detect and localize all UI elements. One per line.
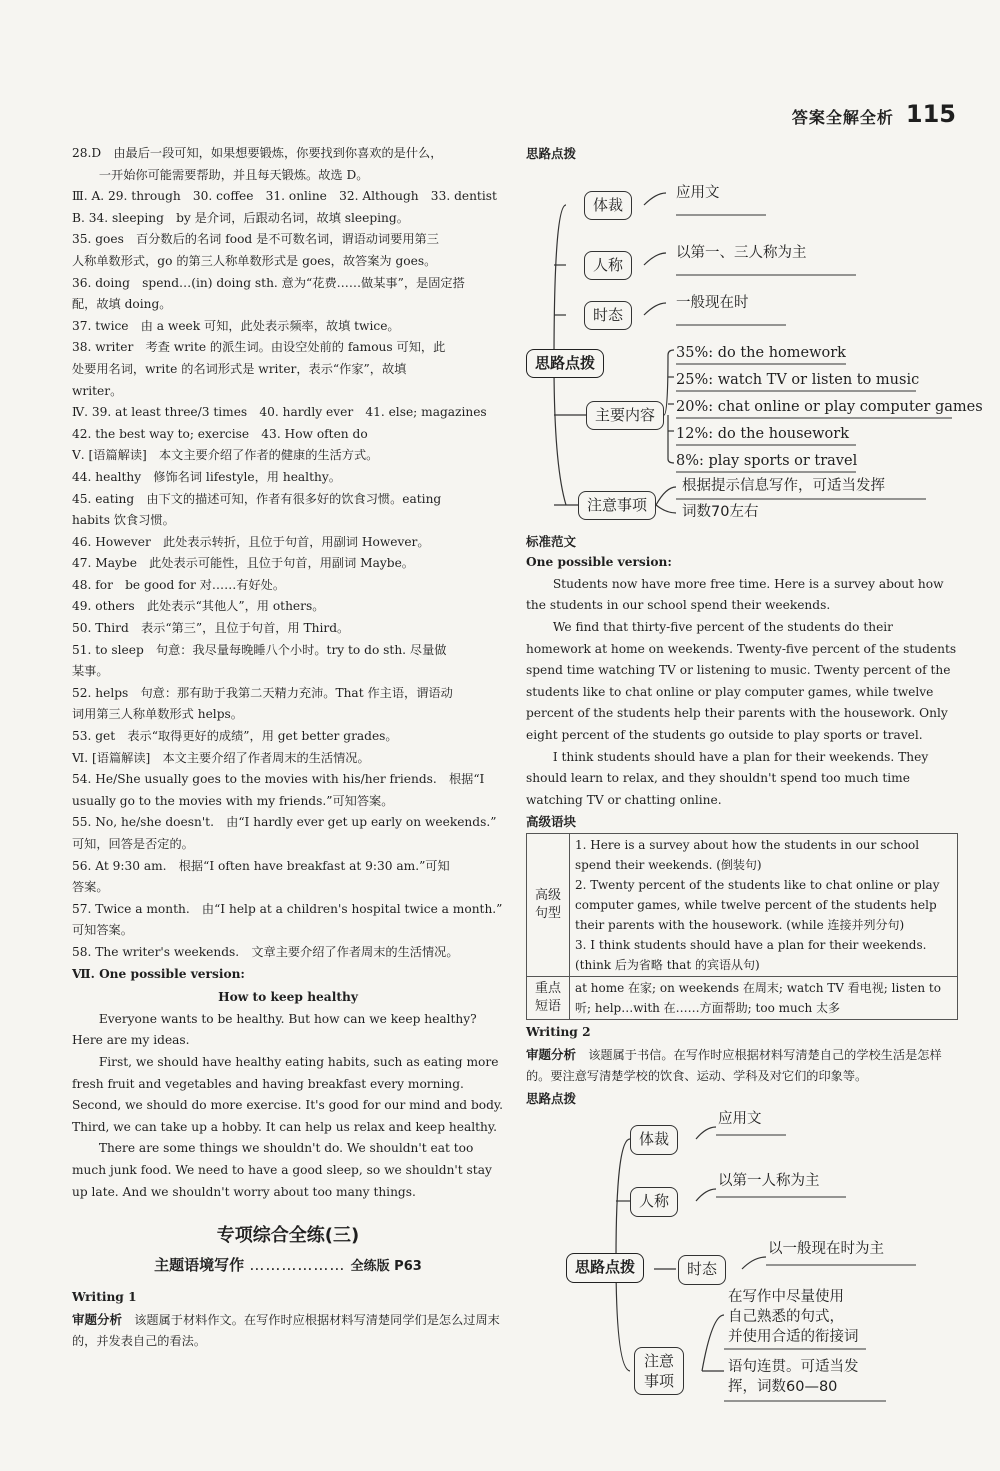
answer-line: 38. writer 考查 write 的派生词。由设空处前的 famous 可知，此 (72, 340, 446, 355)
model-label: 标准范文 (526, 533, 577, 549)
left-column (72, 143, 504, 1353)
mindmap-1-leaf-tense: 一般现在时 (676, 294, 749, 311)
answer-line: Ⅶ. One possible version: (72, 966, 245, 981)
answer-line: 可知答案。 (72, 923, 133, 938)
mindmap-1-leaf-content: 25%: watch TV or listen to music (676, 371, 920, 388)
answer-line: 处要用名词，write 的名词形式是 writer，表示“作家”，故填 (72, 361, 407, 376)
answer-line: writer。 (72, 383, 123, 398)
mindmap-2-leaf-line: 语句连贯。可适当发 (728, 1359, 859, 1376)
mindmap-1-leaf-notes: 根据提示信息写作，可适当发挥 (682, 477, 885, 494)
answer-line: 词用第三人称单数形式 helps。 (72, 707, 243, 722)
answer-list (72, 143, 504, 985)
mindmap-2-leaf-genre: 应用文 (718, 1111, 762, 1128)
answer-line: 42. the best way to; exercise 43. How often do (72, 426, 368, 441)
table-row (527, 833, 958, 976)
table-cell-line: 1. Here is a survey about how the students in our school spend their weekends. (倒装句) (575, 837, 920, 872)
page-number: 115 (905, 100, 956, 128)
table-cell: at home 在家; on weekends 在周末; watch TV 看电视; listen to 听; help…with 在……方面帮助; too much 太多 (570, 976, 958, 1019)
thinking-label: 思路点拨 (526, 146, 577, 161)
answer-line: 53. get 表示“取得更好的成绩”，用 get better grades。 (72, 729, 398, 744)
version-label: One possible version: (526, 555, 672, 570)
answer-line: 36. doing spend…(in) doing sth. 意为“花费……做某事”，是固定搭 (72, 275, 465, 290)
sub-title-dots: ……………… (249, 1255, 346, 1274)
mindmap-2-branch-person: 人称 (630, 1187, 678, 1217)
mindmap-1-leaf-person: 以第一、三人称为主 (676, 244, 807, 261)
answer-line: habits 饮食习惯。 (72, 513, 175, 528)
mindmap-1-leaf-content: 20%: chat online or play computer games (676, 398, 983, 415)
answer-line: 49. others 此处表示“其他人”，用 others。 (72, 599, 325, 614)
analysis-label: 审题分析 (526, 1046, 577, 1062)
mindmap-1-branch-person: 人称 (584, 251, 632, 281)
answer-line: Ⅲ. A. 29. through 30. coffee 31. online 32. Although 33. dentist (72, 189, 497, 204)
answer-line: 52. helps 句意：那有助于我第二天精力充沛。That 作主语，谓语动 (72, 685, 453, 700)
answer-line: 某事。 (72, 664, 109, 679)
answer-line: 45. eating 由下文的描述可知，作者有很多好的饮食习惯。eating (72, 491, 442, 506)
writing-1-label: Writing 1 (72, 1290, 137, 1305)
table-head: 高级句型 (527, 833, 570, 976)
answer-line: 37. twice 由 a week 可知，此处表示频率，故填 twice。 (72, 318, 400, 333)
section-title: 专项综合全练(三) (216, 1225, 360, 1247)
writing-2-analysis (526, 1044, 958, 1088)
mindmap-1-branch-tense: 时态 (584, 301, 632, 331)
mindmap-2-leaf-tense: 以一般现在时为主 (768, 1241, 884, 1258)
essay-paragraph: First, we should have healthy eating habits, such as eating more fresh fruit and vegetables and having breakfast every morning. Second, we should do more exercise. It's good for our mind and body. Third, we can take up a hobby. It can help us relax and keep healthy. (72, 1054, 504, 1134)
right-column (526, 143, 983, 1409)
mindmap-2-branch-notes: 注意事项 (634, 1347, 684, 1395)
mindmap-2-branch-tense: 时态 (678, 1255, 726, 1285)
answer-line: 50. Third 表示“第三”，且位于句首，用 Third。 (72, 621, 350, 636)
mindmap-1 (526, 165, 983, 520)
model-paragraph: We find that thirty-five percent of the students do their homework at home on weekends. Twenty-five percent of the students spend time watching TV or listening to music. Twenty percent of the students like to chat online or play computer games, while twelve percent of the students help their parents with the housework. Only eight percent of the students go outside to play sports or travel. (526, 619, 957, 742)
answer-line: 48. for be good for 对……有好处。 (72, 577, 286, 592)
page-header (792, 98, 956, 128)
answer-line: 可知，回答是否定的。 (72, 837, 194, 851)
mindmap-1-leaf-content: 35%: do the homework (676, 344, 846, 361)
analysis-label: 审题分析 (72, 1311, 123, 1327)
mindmap-2-leaf-line: 在写作中尽量使用 (728, 1289, 844, 1306)
mindmap-2-leaf-notes (728, 1287, 859, 1347)
mindmap-1-branch-genre: 体裁 (584, 191, 632, 221)
model-paragraph: Students now have more free time. Here is a survey about how the students in our school spend their weekends. (526, 576, 944, 613)
table-cell-line: 2. Twenty percent of the students like to chat online or play computer games, while twelve percent of the students help their parents with the housework. (while 连接并列分句) (575, 877, 940, 932)
mindmap-2 (526, 1109, 958, 1409)
answer-line: 46. However 此处表示转折，且位于句首，用副词 However。 (72, 534, 430, 549)
mindmap-1-leaf-content: 12%: do the housework (676, 425, 849, 442)
mindmap-2-center: 思路点拨 (566, 1253, 644, 1283)
header-title: 答案全解全析 (791, 108, 894, 127)
sub-title (72, 1255, 504, 1278)
answer-line: usually go to the movies with my friends.”可知答案。 (72, 793, 394, 808)
sub-title-ref: 全练版 P63 (350, 1258, 422, 1274)
answer-line: 答案。 (72, 880, 109, 895)
answer-line: 47. Maybe 此处表示可能性，且位于句首，用副词 Maybe。 (72, 556, 414, 571)
analysis-text: 该题属于书信。在写作时应根据材料写清楚自己的学校生活是怎样的。要注意写清楚学校的饮食、运动、学科及对它们的印象等。 (526, 1047, 942, 1084)
essay-paragraph: Everyone wants to be healthy. But how can we keep healthy? Here are my ideas. (72, 1011, 477, 1048)
thinking-label-2: 思路点拨 (526, 1090, 577, 1106)
answer-line: 58. The writer's weekends. 文章主要介绍了作者周末的生活情况。 (72, 944, 459, 959)
essay-paragraph: There are some things we shouldn't do. We shouldn't eat too much junk food. We need to have a good sleep, so we shouldn't stay up late. And we shouldn't worry about too many things. (72, 1141, 492, 1199)
writing-2-label: Writing 2 (526, 1024, 591, 1039)
mindmap-2-leaf-line: 并使用合适的衔接词 (728, 1329, 859, 1346)
answer-line: 配，故填 doing。 (72, 297, 172, 312)
mindmap-2-leaf-line: 挥，词数60—80 (728, 1379, 838, 1396)
advanced-table (526, 833, 958, 1020)
answer-line: Ⅵ. [语篇解读] 本文主要介绍了作者周末的生活情况。 (72, 750, 370, 765)
table-head: 重点短语 (527, 976, 570, 1019)
table-row (527, 976, 958, 1019)
answer-line: 44. healthy 修饰名词 lifestyle，用 healthy。 (72, 469, 341, 484)
mindmap-1-center: 思路点拨 (526, 349, 604, 379)
writing-1-analysis (72, 1309, 504, 1353)
answer-line: 人称单数形式，go 的第三人称单数形式是 goes，故答案为 goes。 (72, 253, 437, 268)
mindmap-1-leaf-notes: 词数70左右 (682, 503, 759, 520)
answer-line: 54. He/She usually goes to the movies with his/her friends. 根据“I (72, 772, 485, 787)
answer-line: 51. to sleep 句意：我尽量每晚睡八个小时。try to do sth. 尽量做 (72, 642, 447, 657)
mindmap-2-leaf-notes (728, 1357, 859, 1397)
answer-line: Ⅳ. 39. at least three/3 times 40. hardly ever 41. else; magazines (72, 405, 487, 420)
mindmap-2-leaf-person: 以第一人称为主 (718, 1173, 820, 1190)
mindmap-2-leaf-line: 自己熟悉的句式， (728, 1309, 844, 1326)
mindmap-1-leaf-genre: 应用文 (676, 184, 720, 201)
answer-line: 一开始你可能需要帮助，并且每天锻炼。故选 D。 (98, 167, 369, 182)
mindmap-1-branch-content: 主要内容 (586, 401, 664, 431)
mindmap-1-leaf-content: 8%: play sports or travel (676, 452, 858, 469)
answer-line: 55. No, he/she doesn't. 由“I hardly ever get up early on weekends.” (72, 815, 497, 830)
model-paragraph: I think students should have a plan for their weekends. They should learn to relax, and they shouldn't spend too much time watching TV or chatting online. (526, 749, 929, 807)
table-cell-line: 3. I think students should have a plan for their weekends. (think 后为省略 that 的宾语从句) (575, 937, 927, 972)
mindmap-2-branch-genre: 体裁 (630, 1125, 678, 1155)
answer-line: 56. At 9:30 am. 根据“I often have breakfast at 9:30 am.”可知 (72, 858, 450, 873)
answer-line: B. 34. sleeping by 是介词，后跟动名词，故填 sleeping。 (72, 210, 409, 225)
analysis-text: 该题属于材料作文。在写作时应根据材料写清楚同学们是怎么过周末的，并发表自己的看法。 (72, 1312, 500, 1349)
table-cell (570, 833, 958, 976)
mindmap-1-branch-notes: 注意事项 (578, 491, 656, 521)
answer-line: 35. goes 百分数后的名词 food 是不可数名词，谓语动词要用第三 (72, 232, 439, 247)
answer-line: 28.D 由最后一段可知，如果想要锻炼，你要找到你喜欢的是什么， (72, 146, 443, 160)
answer-line: Ⅴ. [语篇解读] 本文主要介绍了作者的健康的生活方式。 (72, 448, 379, 463)
advanced-label: 高级语块 (526, 814, 577, 830)
essay-title: How to keep healthy (218, 990, 358, 1005)
sub-title-text: 主题语境写作 (154, 1255, 245, 1274)
answer-line: 57. Twice a month. 由“I help at a children's hospital twice a month.” (72, 901, 503, 916)
